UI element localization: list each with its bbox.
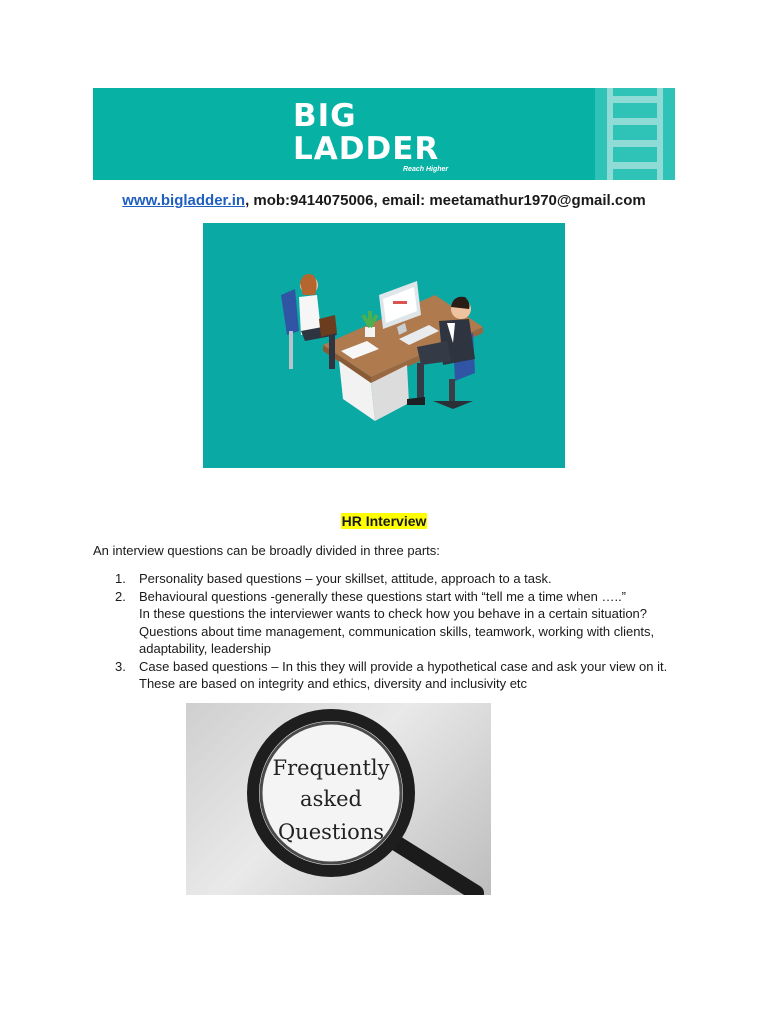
- interview-illustration: [203, 223, 565, 468]
- ladder-graphic: [595, 88, 675, 180]
- contact-details: , mob:9414075006, email: meetamathur1970@gmail.com: [245, 192, 646, 209]
- header-banner: [93, 88, 675, 180]
- faq-text-line3: Questions: [277, 820, 385, 844]
- logo-line-ladder: LADDER: [293, 131, 440, 167]
- intro-paragraph: An interview questions can be broadly divided in three parts:: [93, 543, 440, 558]
- list-item-line: Questions about time management, communication skills, teamwork, working with clients,: [139, 623, 655, 639]
- list-item-number: 1.: [115, 571, 126, 586]
- magnifier-icon: [186, 703, 491, 895]
- faq-text-line2: asked: [300, 787, 362, 811]
- list-item-line: Behavioural questions -generally these questions start with “tell me a time when …..”: [139, 588, 627, 604]
- list-item-line: In these questions the interviewer wants to check how you behave in a certain situation?: [139, 606, 648, 621]
- logo: [293, 100, 439, 166]
- list-item: [93, 658, 693, 693]
- website-link[interactable]: www.bigladder.in: [122, 192, 246, 209]
- list-item-line: adaptability, leadership: [139, 641, 272, 656]
- list-item-number: 3.: [115, 658, 126, 674]
- list-item-number: 2.: [115, 588, 126, 604]
- logo-tagline: Reach Higher: [403, 166, 449, 173]
- list-item-line: Case based questions – In this they will provide a hypothetical case and ask your view on it.: [139, 658, 668, 674]
- interview-scene-icon: [203, 223, 565, 468]
- ladder-icon: [595, 88, 675, 180]
- list-item: [93, 570, 693, 588]
- logo-line-big: BIG: [293, 98, 357, 134]
- list-item-line: These are based on integrity and ethics, diversity and inclusivity etc: [139, 676, 528, 691]
- faq-text-line1: Frequently: [272, 756, 390, 780]
- list-item: [93, 588, 693, 658]
- section-title-text: HR Interview: [341, 513, 427, 529]
- list-item-line: Personality based questions – your skillset, attitude, approach to a task.: [139, 571, 552, 586]
- section-title: [0, 513, 768, 529]
- question-types-list: [93, 570, 693, 693]
- contact-line: [0, 192, 768, 209]
- faq-magnifier-image: [186, 703, 491, 895]
